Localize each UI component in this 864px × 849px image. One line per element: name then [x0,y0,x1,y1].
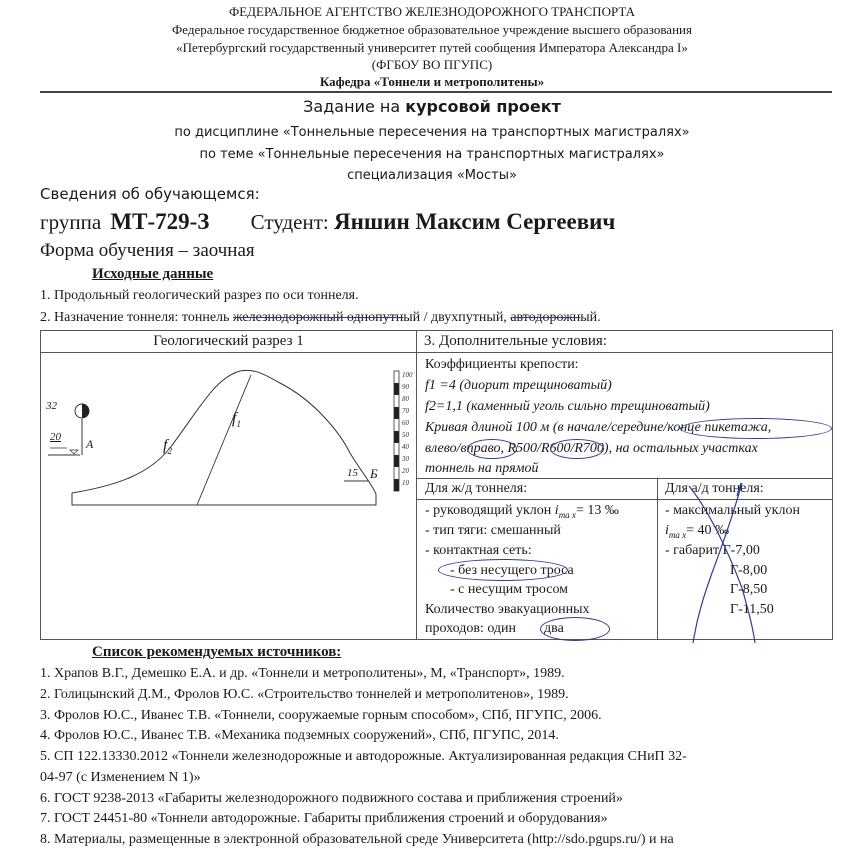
header-divider [40,91,832,93]
source-item-4: 4. Фролов Ю.С., Иванес Т.В. «Механика подземных сооружений», СПб, ПГУПС, 2014. [40,728,559,743]
rail-evac-line-2: проходов: один два [425,621,564,636]
pen-circle-two [540,617,610,641]
rail-header: Для ж/д тоннеля: [425,481,528,496]
road-gauge-2: Г-8,50 [730,582,768,597]
source-item-1: 1. Храпов В.Г., Демешко Е.А. и др. «Тоннели и метрополитены», М, «Транспорт», 1989. [40,666,565,681]
road-gauge-label: - габарит Г-7,00 [665,543,760,558]
study-form: Форма обучения – заочная [40,240,255,261]
road-gauge-1: Г-8,00 [730,563,768,578]
initial-data-item-1: 1. Продольный геологический разрез по оси тоннеля. [40,288,359,303]
initial-data-heading: Исходные данные [92,266,214,282]
source-item-7: 7. ГОСТ 24451-80 «Тоннели автодорожные. Габариты приближения строений и оборудования» [40,811,608,826]
pen-circle-right [467,439,517,459]
label-f2: $f_2$ [163,437,172,457]
item2-prefix: 2. Назначение тоннеля: тоннель [40,310,233,325]
rail-catenary-option-2: - с несущим тросом [450,582,569,597]
mark-32: 32 [46,400,57,412]
header-abbreviation: (ФГБОУ ВО ПГУПС) [371,57,493,72]
assignment-topic: по теме «Тоннельные пересечения на транспортных магистралях» [199,147,665,162]
item2-struck-option-1: железнодорожный однопутн [232,310,404,325]
student-section-label: Сведения об обучающемся: [40,185,260,203]
pen-cross-out [657,478,833,643]
rail-catenary: - контактная сеть: [425,543,532,558]
curve-line-3: тоннель на прямой [425,461,539,476]
assignment-title-prefix: Задание на [303,97,406,116]
item2-mid: ый / двухпутный, [403,310,511,325]
road-grade-value: $i_{ma x}= 40$ ‰ [665,523,730,540]
group-value: МТ-729-З [110,209,210,234]
source-item-6: 6. ГОСТ 9238-2013 «Габариты железнодорожного подвижного состава и приближения строений» [40,791,623,806]
mark-15: 15 [347,467,358,479]
pen-circle-no-messenger [438,559,568,581]
point-b: Б [370,466,378,481]
rail-evac-line-1: Количество эвакуационных [425,602,590,617]
source-item-5-cont: 04-97 (с Изменением N 1)» [40,770,201,785]
source-item-8: 8. Материалы, размещенные в электронной образовательной среде Университета (http://sdo.pgups.ru/) и на [40,832,674,847]
header-institution-type: Федеральное государственное бюджетное образовательное учреждение высшего образования [172,22,692,37]
pen-circle-r600 [550,439,604,459]
coef-f2: f2=1,1 (каменный уголь сильно трещиноватый) [425,399,710,414]
road-header: Для а/д тоннеля: [665,481,764,496]
curve-line-2: влево/вправо, R500/R600/R700), на остальных участках [425,441,758,456]
geology-diagram [40,353,417,639]
header-university: «Петербургский государственный университет путей сообщения Императора Александра I» [176,40,688,55]
item2-struck-option-2: автодорожн [510,310,581,325]
scale-tick-labels: 100 90 80 70 60 50 40 30 20 10 [402,371,413,487]
coef-label: Коэффициенты крепости: [425,357,579,372]
assignment-title-bold: курсовой проект [405,97,561,116]
sources-heading: Список рекомендуемых источников: [92,644,342,660]
source-item-2: 2. Голицынский Д.М., Фролов Ю.С. «Строительство тоннелей и метрополитенов», 1989. [40,687,569,702]
item2-suffix: ый. [580,310,601,325]
geology-header: Геологический разрез 1 [153,333,304,349]
assignment-specialization: специализация «Мосты» [347,168,517,183]
coef-f1: f1 =4 (диорит трещиноватый) [425,378,612,393]
point-a: А [86,437,94,451]
source-item-3: 3. Фролов Ю.С., Иванес Т.В. «Тоннели, сооружаемые горным способом», СПб, ПГУПС, 2006. [40,708,602,723]
label-f1: $f_1$ [232,410,241,430]
group-label: группа [40,210,102,234]
conditions-header: 3. Дополнительные условия: [424,333,607,349]
pen-circle-end-of-chainage [680,418,832,439]
assignment-title [0,97,864,117]
student-label: Студент: [250,210,329,234]
rail-catenary-option-1: - без несущего троса [450,563,574,578]
initial-data-item-2 [40,309,601,327]
road-max-grade: - максимальный уклон [665,503,800,518]
header-agency: ФЕДЕРАЛЬНОЕ АГЕНТСТВО ЖЕЛЕЗНОДОРОЖНОГО ТРАНСПОРТА [228,4,636,19]
rail-grade: - руководящий уклон $i_{ma x}= 13$ ‰ [425,503,619,520]
curve-line-1: Кривая длиной 100 м (в начале/середине/конце пикетажа, [425,420,772,435]
rail-traction: - тип тяги: смешанный [425,523,561,538]
mark-20: 20 [50,431,61,443]
assignment-discipline: по дисциплине «Тоннельные пересечения на транспортных магистралях» [174,125,690,140]
student-group-line [40,208,615,236]
student-name: Яншин Максим Сергеевич [333,209,616,234]
header-department: Кафедра «Тоннели и метрополитены» [319,74,545,89]
road-gauge-3: Г-11,50 [730,602,774,617]
source-item-5: 5. СП 122.13330.2012 «Тоннели железнодорожные и автодорожные. Актуализированная редакция СНиП 32- [40,749,687,764]
